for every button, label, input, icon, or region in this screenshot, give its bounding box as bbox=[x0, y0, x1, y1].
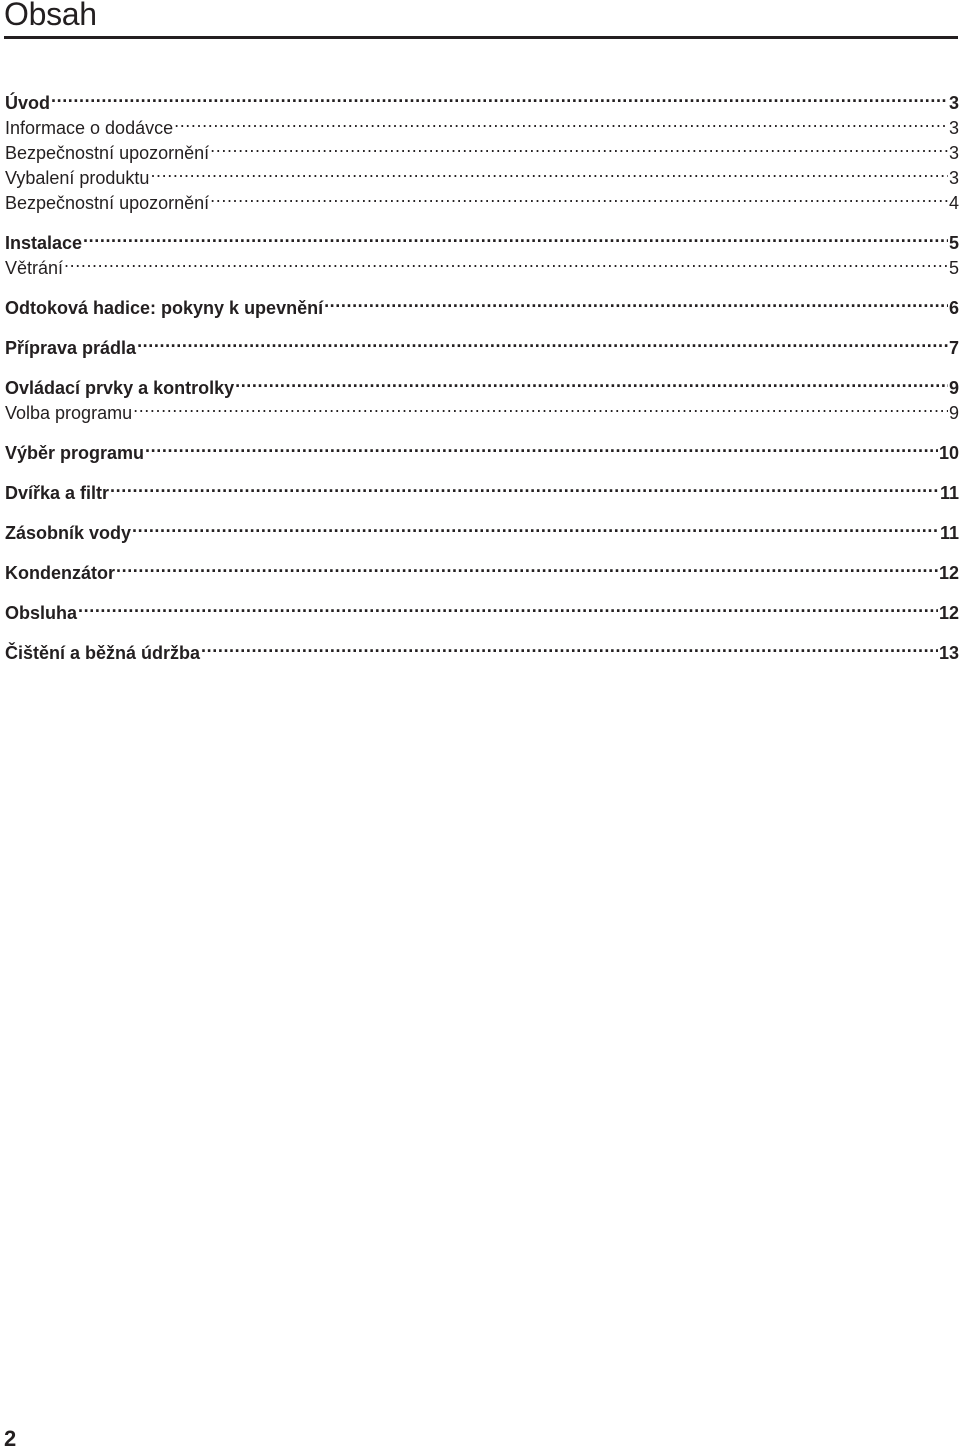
toc-entry-label: Příprava prádla bbox=[5, 338, 137, 358]
toc-entry[interactable] bbox=[5, 109, 959, 138]
toc-entry[interactable] bbox=[5, 434, 959, 463]
toc-dot-leader bbox=[145, 434, 938, 459]
toc-group bbox=[5, 84, 959, 213]
toc-entry-page: 10 bbox=[938, 443, 959, 463]
toc-entry[interactable] bbox=[5, 289, 959, 318]
toc-group bbox=[5, 514, 959, 543]
toc-entry-label: Volba programu bbox=[5, 403, 133, 423]
toc-entry[interactable] bbox=[5, 369, 959, 398]
toc-entry[interactable] bbox=[5, 84, 959, 113]
toc-entry-page: 6 bbox=[948, 298, 959, 318]
toc-entry-page: 11 bbox=[939, 523, 959, 543]
toc-dot-leader bbox=[78, 594, 938, 619]
toc-dot-leader bbox=[64, 249, 948, 274]
toc-dot-leader bbox=[116, 554, 938, 579]
page-title: Obsah bbox=[4, 0, 97, 32]
toc-entry-page: 3 bbox=[948, 168, 959, 188]
toc-entry-page: 9 bbox=[948, 378, 959, 398]
toc-entry[interactable] bbox=[5, 514, 959, 543]
toc-group bbox=[5, 474, 959, 503]
toc-entry[interactable] bbox=[5, 594, 959, 623]
toc-entry-page: 3 bbox=[948, 118, 959, 138]
toc-entry[interactable] bbox=[5, 634, 959, 663]
toc-entry-label: Informace o dodávce bbox=[5, 118, 174, 138]
toc-dot-leader bbox=[150, 159, 948, 184]
toc-entry[interactable] bbox=[5, 249, 959, 278]
toc-entry-page: 7 bbox=[948, 338, 959, 358]
toc-entry-page: 3 bbox=[948, 143, 959, 163]
toc-entry-label: Výběr programu bbox=[5, 443, 145, 463]
title-divider bbox=[4, 36, 958, 39]
toc-entry-page: 12 bbox=[938, 563, 959, 583]
toc-dot-leader bbox=[137, 329, 948, 354]
toc-group bbox=[5, 224, 959, 278]
toc-entry-label: Odtoková hadice: pokyny k upevnění bbox=[5, 298, 324, 318]
toc-entry-page: 5 bbox=[948, 233, 959, 253]
toc-entry-label: Větrání bbox=[5, 258, 64, 278]
toc-entry[interactable] bbox=[5, 474, 959, 503]
toc-entry-label: Bezpečnostní upozornění bbox=[5, 143, 210, 163]
toc-group bbox=[5, 369, 959, 423]
toc-dot-leader bbox=[83, 224, 948, 249]
toc-dot-leader bbox=[110, 474, 939, 499]
toc-group bbox=[5, 289, 959, 318]
toc-entry[interactable] bbox=[5, 394, 959, 423]
toc-entry-label: Vybalení produktu bbox=[5, 168, 150, 188]
toc-entry-label: Kondenzátor bbox=[5, 563, 115, 583]
toc-dot-leader bbox=[51, 84, 948, 109]
toc-dot-leader bbox=[132, 514, 939, 539]
toc-entry-page: 4 bbox=[948, 193, 959, 213]
toc-entry[interactable] bbox=[5, 329, 959, 358]
toc-dot-leader bbox=[235, 369, 948, 394]
toc-entry-label: Zásobník vody bbox=[5, 523, 132, 543]
toc-dot-leader bbox=[133, 394, 948, 419]
toc-entry-label: Čištění a běžná údržba bbox=[5, 643, 201, 663]
toc-group bbox=[5, 434, 959, 463]
toc-entry-label: Instalace bbox=[5, 233, 83, 253]
toc-group bbox=[5, 554, 959, 583]
toc-dot-leader bbox=[201, 634, 938, 659]
toc-entry-page: 9 bbox=[948, 403, 959, 423]
toc-dot-leader bbox=[210, 134, 948, 159]
toc-group bbox=[5, 329, 959, 358]
toc-group bbox=[5, 594, 959, 623]
toc-entry[interactable] bbox=[5, 554, 959, 583]
toc-dot-leader bbox=[174, 109, 948, 134]
toc-entry-label: Dvířka a filtr bbox=[5, 483, 110, 503]
toc-entry-label: Úvod bbox=[5, 93, 50, 113]
toc-entry-page: 13 bbox=[938, 643, 959, 663]
toc-entry[interactable] bbox=[5, 224, 959, 253]
toc-entry-page: 11 bbox=[939, 483, 959, 503]
toc-group bbox=[5, 634, 959, 663]
toc-dot-leader bbox=[324, 289, 948, 314]
toc-entry-page: 3 bbox=[948, 93, 959, 113]
toc-entry-page: 5 bbox=[948, 258, 959, 278]
toc-dot-leader bbox=[210, 184, 948, 209]
toc-entry-page: 12 bbox=[938, 603, 959, 623]
toc-entry-label: Ovládací prvky a kontrolky bbox=[5, 378, 235, 398]
page-number: 2 bbox=[4, 1426, 17, 1451]
table-of-contents bbox=[5, 84, 959, 674]
toc-entry-label: Obsluha bbox=[5, 603, 78, 623]
toc-entry-label: Bezpečnostní upozornění bbox=[5, 193, 210, 213]
